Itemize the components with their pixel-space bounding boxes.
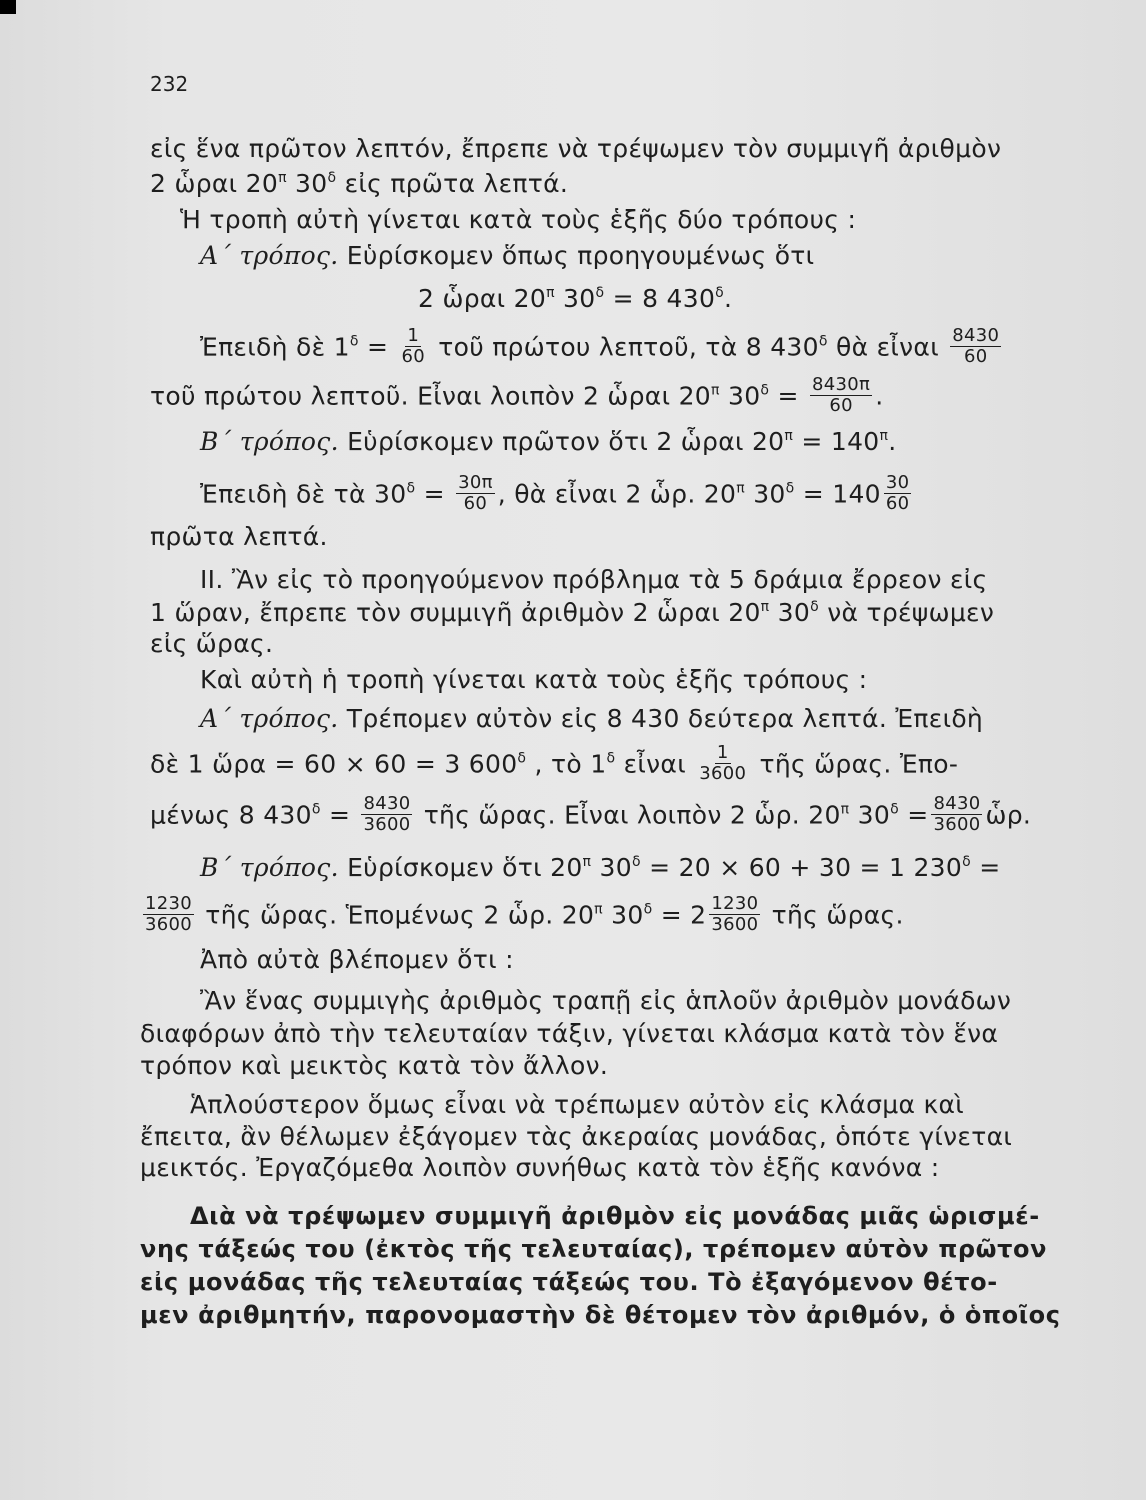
method-label: Β΄ τρόπος. bbox=[200, 427, 339, 456]
equation-line-5: 2 ὧραι $20^\pi$ $30^\delta = 8$ $430^\delta$. bbox=[418, 284, 733, 313]
fraction: $\frac{30}{60}$ bbox=[885, 472, 910, 514]
text-line-25: ἔπειτα, ἂν θέλωμεν ἐξάγομεν τὰς ἀκεραίας μονάδας, ὁπότε γίνεται bbox=[140, 1122, 1013, 1151]
text-line-26: μεικτός. Ἐργαζόμεθα λοιπὸν συνήθως κατὰ τὸν ἑξῆς κανόνα : bbox=[140, 1153, 940, 1182]
text-line-21: Ἂν ἕνας συμμιγὴς ἀριθμὸς τραπῇ εἰς ἁπλοῦν ἀριθμὸν μονάδων bbox=[200, 986, 1012, 1015]
text-line-23: τρόπον καὶ μεικτὸς κατὰ τὸν ἄλλον. bbox=[140, 1051, 609, 1080]
text-line-2: 2 ὧραι $20^\pi$ $30^\delta$ εἰς πρῶτα λεπτά. bbox=[150, 169, 569, 198]
fraction: $\frac{8430\pi}{60}$ bbox=[812, 374, 871, 416]
rule-line-2: νης τάξεώς του (ἐκτὸς τῆς τελευταίας), τρέπομεν αὐτὸν πρῶτον bbox=[140, 1235, 1048, 1263]
fraction: $\frac{30\pi}{60}$ bbox=[458, 472, 493, 514]
text-line-19: $\frac{1230}{3600}$ τῆς ὥρας. Ἑπομένως 2 ὧρ. $20^\pi$ $30^\delta = 2$ $\frac{1230}{3600}$ τῆς ὥρας. bbox=[145, 893, 904, 935]
text-line-18: Β΄ τρόπος. Εὑρίσκομεν ὅτι $20^\pi$ $30^\delta = 20 \times 60 + 30 = 1$ $230^\delta$ = bbox=[200, 853, 1001, 882]
text-line-14: Καὶ αὐτὴ ἡ τροπὴ γίνεται κατὰ τοὺς ἑξῆς τρόπους : bbox=[200, 665, 868, 694]
text-line-17: μένως 8 $430^\delta$ = $\frac{8430}{3600}$ τῆς ὥρας. Εἶναι λοιπὸν 2 ὧρ. $20^\pi$ $30^\delta$ = $\frac{8430}{3600}$ ὧρ. bbox=[150, 793, 1032, 835]
text-line-9: Ἐπειδὴ δὲ τὰ $30^\delta$ = $\frac{30\pi}{60}$ , θὰ εἶναι 2 ὧρ. $20^\pi$ $30^\delta = 140$ $\frac{30}{60}$ bbox=[200, 472, 910, 514]
fraction: $\frac{8430}{3600}$ bbox=[363, 793, 411, 835]
text-line-11: II. Ἂν εἰς τὸ προηγούμενον πρόβλημα τὰ 5 δράμια ἔρρεον εἰς bbox=[200, 565, 988, 594]
rule-line-4: μεν ἀριθμητήν, παρονομαστὴν δὲ θέτομεν τὸν ἀριθμόν, ὁ ὁποῖος bbox=[140, 1301, 1061, 1329]
rule-line-3: εἰς μονάδας τῆς τελευταίας τάξεώς του. Τὸ ἐξαγόμενον θέτο- bbox=[140, 1268, 998, 1296]
text-line-24: Ἁπλούστερον ὅμως εἶναι νὰ τρέπωμεν αὐτὸν εἰς κλάσμα καὶ bbox=[190, 1090, 965, 1119]
text-line-15: Α΄ τρόπος. Τρέπομεν αὐτὸν εἰς 8 430 δεύτερα λεπτά. Ἐπειδὴ bbox=[200, 704, 984, 733]
fraction: $\frac{1230}{3600}$ bbox=[711, 893, 759, 935]
fraction: $\frac{8430}{3600}$ bbox=[933, 793, 981, 835]
text-line-8: Β΄ τρόπος. Εὑρίσκομεν πρῶτον ὅτι 2 ὧραι $20^\pi = 140^\pi$. bbox=[200, 427, 897, 456]
page-number: 232 bbox=[150, 72, 189, 96]
fraction: $\frac{1230}{3600}$ bbox=[145, 893, 193, 935]
method-label: Β΄ τρόπος. bbox=[200, 853, 339, 882]
text-line-7: τοῦ πρώτου λεπτοῦ. Εἶναι λοιπὸν 2 ὧραι $20^\pi$ $30^\delta$ = $\frac{8430\pi}{60}$ . bbox=[150, 374, 884, 416]
text-line-12: 1 ὥραν, ἔπρεπε τὸν συμμιγῆ ἀριθμὸν 2 ὧραι $20^\pi$ $30^\delta$ νὰ τρέψωμεν bbox=[150, 598, 995, 627]
text-line-13: εἰς ὥρας. bbox=[150, 629, 274, 658]
fraction: $\frac{1}{3600}$ bbox=[699, 742, 747, 784]
text-line-3: Ἡ τροπὴ αὐτὴ γίνεται κατὰ τοὺς ἑξῆς δύο τρόπους : bbox=[180, 205, 857, 234]
text-line-1: εἰς ἕνα πρῶτον λεπτόν, ἔπρεπε νὰ τρέψωμεν τὸν συμμιγῆ ἀριθμὸν bbox=[150, 134, 1002, 163]
text-line-16: δὲ 1 ὥρα = 60 × 60 = 3 $600^\delta$ , τὸ $1^\delta$ εἶναι $\frac{1}{3600}$ τῆς ὥρας. Ἐπο- bbox=[150, 742, 959, 784]
fraction: $\frac{8430}{60}$ bbox=[952, 325, 1000, 367]
method-label: Α΄ τρόπος. bbox=[200, 241, 339, 270]
scan-corner-mark bbox=[0, 0, 16, 14]
text-line-20: Ἀπὸ αὐτὰ βλέπομεν ὅτι : bbox=[200, 945, 514, 974]
text-line-4: Α΄ τρόπος. Εὑρίσκομεν ὅπως προηγουμένως ὅτι bbox=[200, 241, 815, 270]
text-line-10: πρῶτα λεπτά. bbox=[150, 522, 328, 551]
text-line-6: Ἐπειδὴ δὲ $1^\delta$ = $\frac{1}{60}$ τοῦ πρώτου λεπτοῦ, τὰ 8 $430^\delta$ θὰ εἶναι $\frac{8430}{60}$ bbox=[200, 325, 1000, 367]
fraction: $\frac{1}{60}$ bbox=[401, 325, 425, 367]
text-line-22: διαφόρων ἀπὸ τὴν τελευταίαν τάξιν, γίνεται κλάσμα κατὰ τὸν ἕνα bbox=[140, 1019, 999, 1048]
method-label: Α΄ τρόπος. bbox=[200, 704, 339, 733]
rule-line-1: Διὰ νὰ τρέψωμεν συμμιγῆ ἀριθμὸν εἰς μονάδας μιᾶς ὡρισμέ- bbox=[190, 1202, 1040, 1230]
